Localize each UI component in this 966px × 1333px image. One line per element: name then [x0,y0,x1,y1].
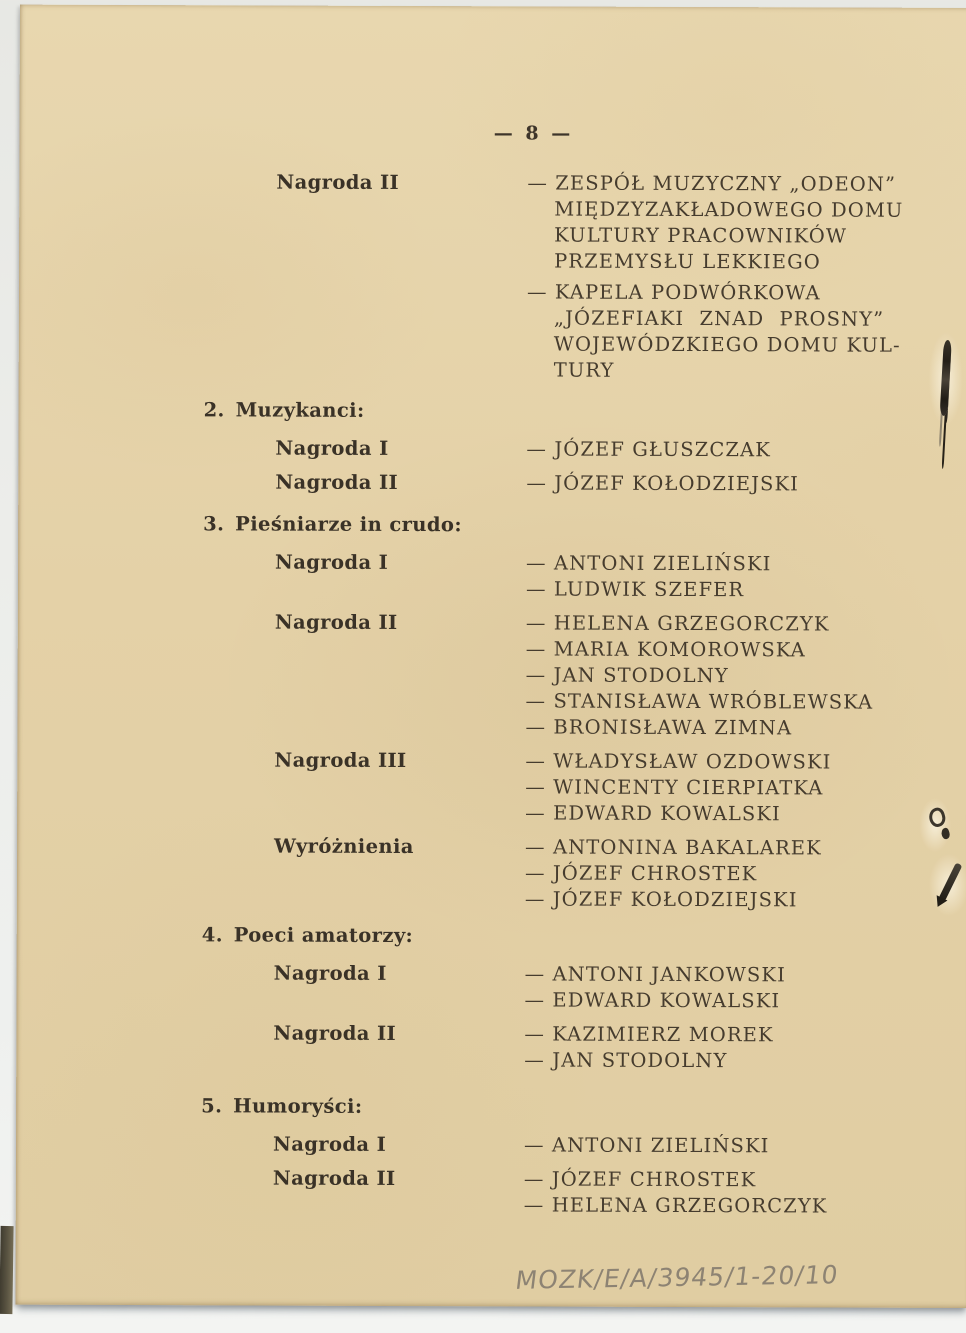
winner-group [526,470,966,498]
winner-line: — KAZIMIERZ MOREK [524,1022,774,1047]
winner-group [524,1166,966,1194]
award-entry [16,1020,966,1075]
winner-group [525,961,966,989]
winner-line: MIĘDZYZAKŁADOWEGO DOMU [554,197,904,222]
award-winners [525,834,966,914]
winner-group [525,834,966,862]
winner-group [525,860,966,888]
award-label: Nagroda II [272,1166,396,1190]
award-winners [526,470,966,498]
winner-line: — JÓZEF CHROSTEK [523,1167,757,1192]
winner-line: — EDWARD KOWALSKI [525,801,781,826]
section-entries [18,435,966,498]
section-title: Muzykanci: [235,398,365,422]
section-number: 4. [201,923,223,947]
winner-line: — MARIA KOMOROWSKA [525,637,806,662]
award-entry [17,609,966,742]
winner-group [526,436,966,464]
winner-line: KULTURY PRACOWNIKÓW [554,223,848,248]
award-winners [524,1132,966,1160]
winner-group [526,636,966,664]
section-entries [16,960,966,1075]
section [18,397,966,506]
award-entry [17,747,966,828]
section-number: 5. [201,1094,223,1118]
archive-code-handwritten: MOZK/E/A/3945/1-20/10 [513,1260,841,1295]
winner-line: — WINCENTY CIERPIATKA [525,775,824,800]
winner-group [527,279,966,385]
section-entries [17,549,966,914]
section-title: Humoryści: [233,1094,363,1118]
section-title: Poeci amatorzy: [233,923,414,948]
winner-group [525,714,966,742]
section-title: Pieśniarze in crudo: [235,512,462,537]
winner-line: TURY [553,358,615,382]
award-winners [524,1021,966,1075]
winner-group [524,1192,966,1220]
winner-line: — KAPELA PODWÓRKOWA [526,280,821,305]
ink-stain-top [935,338,957,420]
section [17,511,966,922]
winner-line: — ANTONINA BAKALAREK [525,835,822,860]
page-number: — 8 — [493,122,574,145]
winner-line: — ANTONI ZIELIŃSKI [526,551,772,576]
award-label: Nagroda II [274,610,398,634]
section [16,922,966,1083]
section-number: 3. [203,512,225,536]
award-entry [19,169,966,385]
winner-line: — HELENA GRZEGORCZYK [523,1193,828,1218]
section-heading [17,922,966,951]
winner-group [525,800,966,828]
award-label: Nagroda I [275,550,389,574]
winner-group [526,610,966,638]
award-entry [18,435,966,464]
award-label: Nagroda I [272,1132,387,1156]
section [16,1093,966,1228]
award-winners [524,1166,966,1220]
award-entry [18,549,966,604]
ink-stain-middle [925,804,945,846]
winner-line: — JAN STODOLNY [525,663,729,688]
winner-group [527,170,966,276]
winner-line: — STANISŁAWA WRÓBLEWSKA [525,689,874,714]
winner-group [525,886,966,914]
winner-line: WOJEWÓDZKIEGO DOMU KUL- [553,332,901,357]
scanned-page [15,5,966,1308]
winner-line: — WŁADYSŁAW OZDOWSKI [525,749,832,774]
award-continuation-block [19,169,966,393]
award-label: Nagroda II [275,470,399,494]
award-winners [526,550,966,604]
winner-line: PRZEMYSŁU LEKKIEGO [554,249,821,274]
award-label: Nagroda I [273,961,387,985]
winner-group [525,748,966,776]
winner-line: — JAN STODOLNY [524,1048,728,1073]
award-entry [16,1165,966,1220]
section-number: 2. [203,398,225,422]
winner-line: — HELENA GRZEGORCZYK [525,611,830,636]
winner-line: — JÓZEF KOŁODZIEJSKI [526,471,800,496]
winner-line: — JÓZEF KOŁODZIEJSKI [524,887,798,912]
ink-stain-arrow [935,860,963,910]
section-heading [18,511,966,540]
award-entry [16,1131,966,1160]
award-winners [525,748,966,828]
section-heading [16,1093,966,1122]
award-label: Nagroda I [275,436,389,460]
award-entry [17,833,966,914]
winner-line: — BRONISŁAWA ZIMNA [525,715,793,740]
winner-group [524,987,966,1015]
winner-group [524,1132,966,1160]
section-heading [19,397,966,426]
winner-line: — ANTONI JANKOWSKI [524,962,786,987]
winner-line: — JÓZEF CHROSTEK [524,861,758,886]
winner-line: — ANTONI ZIELIŃSKI [523,1133,770,1158]
award-winners [525,610,966,742]
award-label: Wyróżnienia [274,834,414,859]
section-entries [16,1131,966,1220]
underlying-page-edge [0,1226,14,1314]
winner-group [526,662,966,690]
winner-group [526,576,966,604]
award-entry [16,960,966,1015]
winner-line: — EDWARD KOWALSKI [524,988,781,1013]
winner-line: „JÓZEFIAKI ZNAD PROSNY” [553,306,885,331]
award-entry [18,469,966,498]
winner-group [525,774,966,802]
winner-line: — JÓZEF GŁUSZCZAK [526,437,771,462]
award-winners [526,436,966,464]
winner-group [526,550,966,578]
winner-line: — LUDWIK SZEFER [525,577,745,602]
award-winners [524,961,966,1015]
winner-group [526,688,966,716]
winner-group [524,1047,966,1075]
winner-group [524,1021,966,1049]
award-label: Nagroda II [273,1021,397,1045]
winner-line: — ZESPÓŁ MUZYCZNY „ODEON” [527,171,897,196]
award-label: Nagroda III [274,748,407,773]
award-label: Nagroda II [276,170,400,195]
